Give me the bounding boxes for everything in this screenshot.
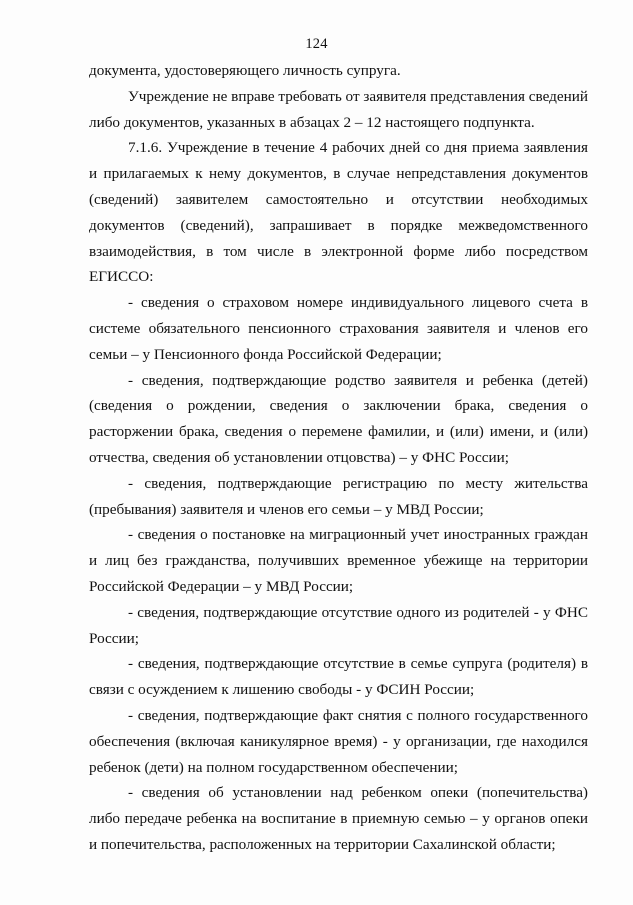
list-item-kinship: - сведения, подтверждающие родство заявителя и ребенка (детей) (сведения о рождении, сведения о заключении брака, сведения о расторжении брака, сведения о перемене фамилии, и (или) имени, и (или) отчества, сведения об установлении отцовства) – у ФНС России; <box>89 371 588 466</box>
list-item-pension-fund: - сведения о страховом номере индивидуального лицевого счета в системе обязательного пенсионного страхования заявителя и членов его семьи – у Пенсионного фонда Российской Федерации; <box>89 294 588 363</box>
document-body <box>89 58 588 858</box>
paragraph-continuation: документа, удостоверяющего личность супруга. <box>89 62 401 79</box>
list-item-absent-parent: - сведения, подтверждающие отсутствие одного из родителей - у ФНС России; <box>89 603 588 647</box>
list-item-registration: - сведения, подтверждающие регистрацию по месту жительства (пребывания) заявителя и членов его семьи – у МВД России; <box>89 474 588 518</box>
list-item-imprisonment: - сведения, подтверждающие отсутствие в семье супруга (родителя) в связи с осуждением к лишению свободы - у ФСИН России; <box>89 655 588 699</box>
paragraph-7-1-6: 7.1.6. Учреждение в течение 4 рабочих дней со дня приема заявления и прилагаемых к нему документов, в случае непредставления документов (сведений) заявителем самостоятельно и отсутствии необходимых документов (сведений), запрашивает в порядке межведомственного взаимодействия, в том числе в электронной форме либо посредством ЕГИССО: <box>89 139 588 286</box>
page-number: 124 <box>305 36 328 52</box>
list-item-guardianship: - сведения об установлении над ребенком опеки (попечительства) либо передаче ребенка на воспитание в приемную семью – у органов опеки и попечительства, расположенных на территории Сахалинской области; <box>89 784 588 853</box>
list-item-migration: - сведения о постановке на миграционный учет иностранных граждан и лиц без гражданства, получивших временное убежище на территории Российской Федерации – у МВД России; <box>89 526 588 595</box>
list-item-state-support: - сведения, подтверждающие факт снятия с полного государственного обеспечения (включая каникулярное время) - у организации, где находился ребенок (дети) на полном государственном обеспечении; <box>89 706 588 776</box>
paragraph-restriction: Учреждение не вправе требовать от заявителя представления сведений либо документов, указанных в абзацах 2 – 12 настоящего подпункта. <box>89 87 588 131</box>
